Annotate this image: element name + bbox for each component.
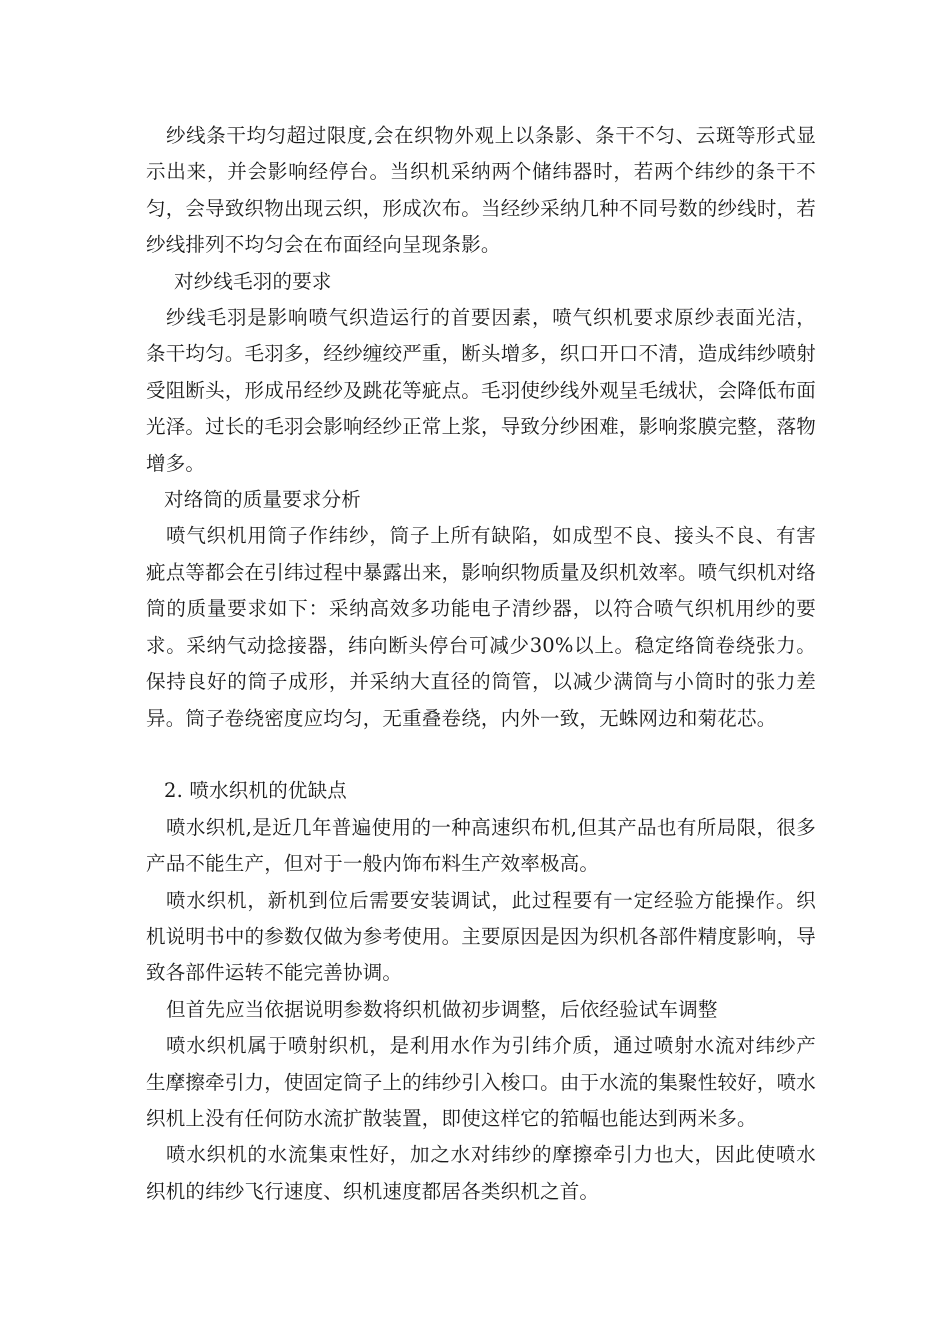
paragraph-water-jet-setup: 喷水织机，新机到位后需要安装调试，此过程要有一定经验方能操作。织机说明书中的参数仅做为参考使用。主要原因是因为织机各部件精度影响，导致各部件运转不能完善协调。 (146, 888, 816, 985)
paragraph-water-jet-intro: 喷水织机,是近几年普遍使用的一种高速织布机,但其产品也有所局限，很多产品不能生产，但对于一般内饰布料生产效率极高。 (146, 815, 816, 876)
paragraph-yarn-evenness: 纱线条干均匀超过限度,会在织物外观上以条影、条干不匀、云斑等形式显示出来，并会影响经停台。当织机采纳两个储纬器时，若两个纬纱的条干不匀，会导致织物出现云织，形成次布。当经纱采纳几种不同号数的纱线时，若纱线排列不均匀会在布面经向呈现条影。 (146, 124, 816, 257)
paragraph-yarn-hairiness: 纱线毛羽是影响喷气织造运行的首要因素，喷气织机要求原纱表面光洁，条干均匀。毛羽多，经纱缠绞严重，断头增多，织口开口不清，造成纬纱喷射受阻断头，形成吊经纱及跳花等疵点。毛羽使纱线外观呈毛绒状，会降低布面光泽。过长的毛羽会影响经纱正常上浆，导致分纱困难，影响浆膜完整，落物增多。 (146, 306, 816, 475)
paragraph-winding-quality: 喷气织机用筒子作纬纱，筒子上所有缺陷，如成型不良、接头不良、有害疵点等都会在引纬过程中暴露出来，影响织物质量及织机效率。喷气织机对络筒的质量要求如下：采纳高效多功能电子清纱器，以符合喷气织机用纱的要求。采纳气动捻接器，纬向断头停台可减少30%以上。稳定络筒卷绕张力。保持良好的筒子成形，并采纳大直径的筒管，以减少满筒与小筒时的张力差异。筒子卷绕密度应均匀，无重叠卷绕，内外一致，无蛛网边和菊花芯。 (146, 524, 816, 730)
heading-water-jet-loom: 2. 喷水织机的优缺点 (164, 779, 348, 803)
heading-winding-quality: 对络筒的质量要求分析 (164, 488, 362, 512)
paragraph-water-jet-principle: 喷水织机属于喷射织机，是利用水作为引纬介质，通过喷射水流对纬纱产生摩擦牵引力，使固定筒子上的纬纱引入梭口。由于水流的集聚性较好，喷水织机上没有任何防水流扩散装置，即使这样它的筘幅也能达到两米多。 (146, 1034, 816, 1130)
heading-yarn-hairiness: 对纱线毛羽的要求 (174, 269, 332, 293)
document-body (146, 118, 816, 1210)
paragraph-water-jet-speed: 喷水织机的水流集束性好，加之水对纬纱的摩擦牵引力也大，因此使喷水织机的纬纱飞行速度、织机速度都居各类织机之首。 (146, 1143, 816, 1203)
blank-line (146, 737, 816, 773)
paragraph-water-jet-adjust: 但首先应当依据说明参数将织机做初步调整，后依经验试车调整 (166, 997, 718, 1021)
